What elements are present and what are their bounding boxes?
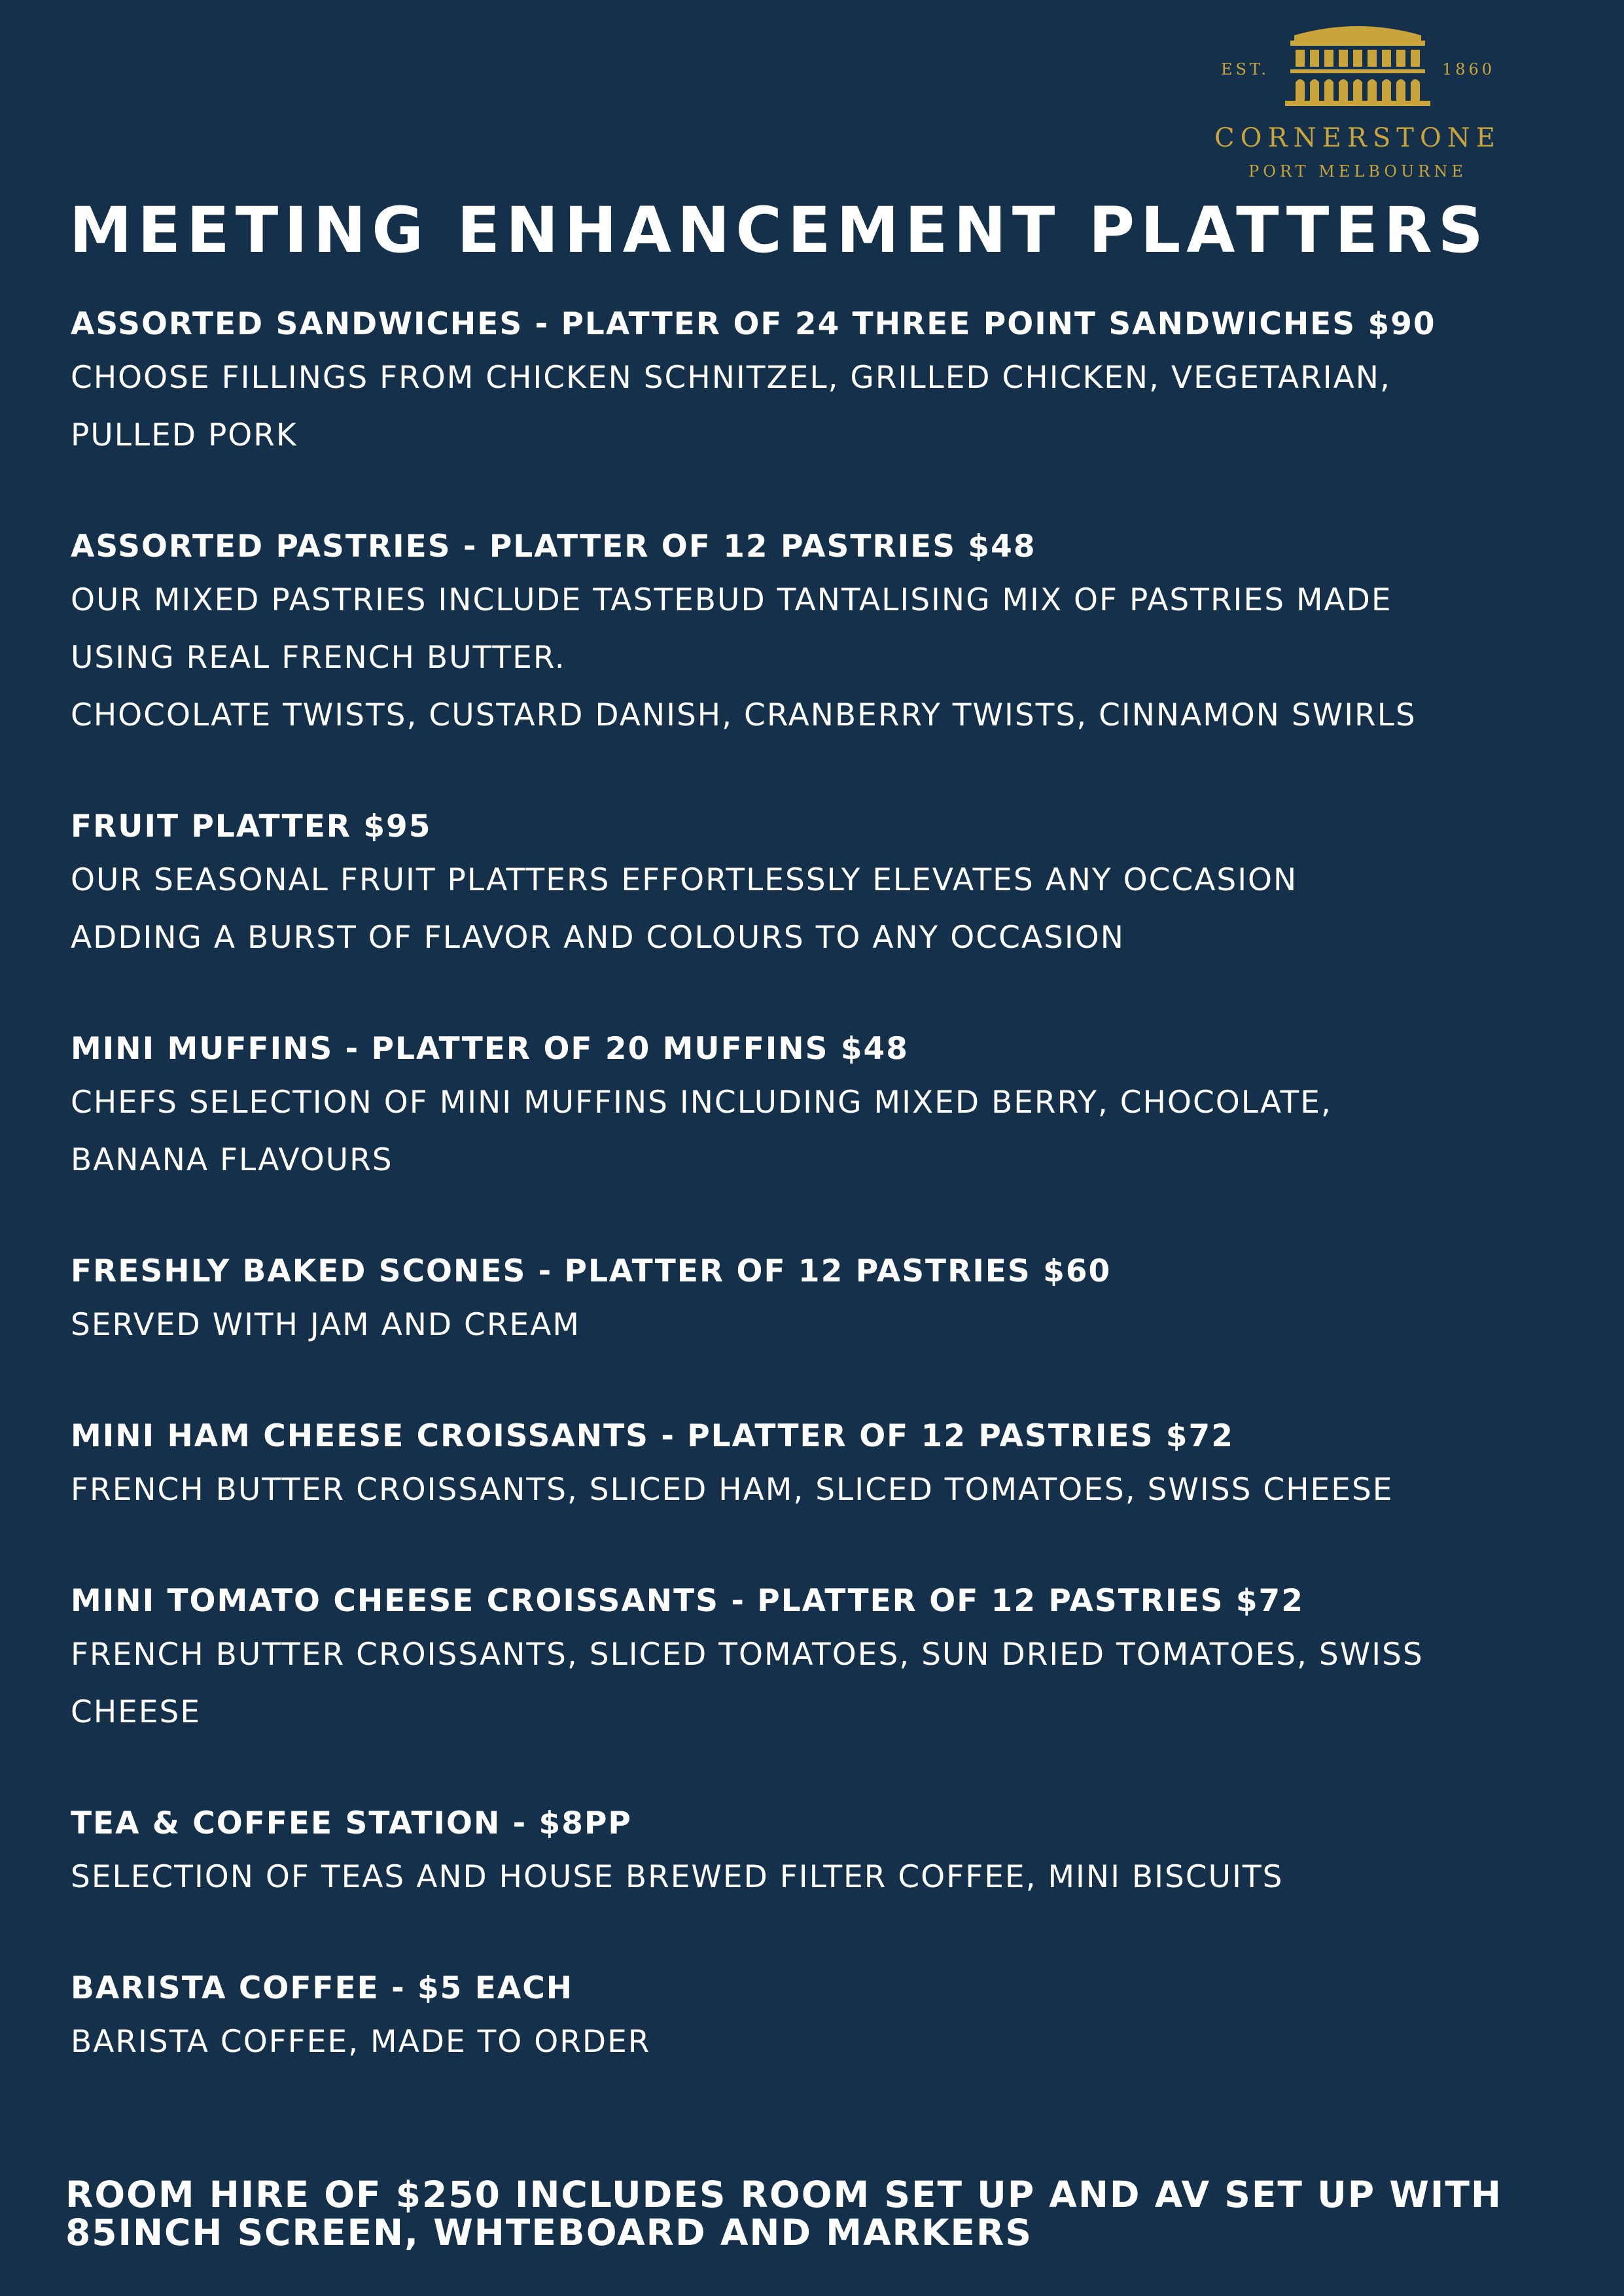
item-title: MINI TOMATO CHEESE CROISSANTS - PLATTER OF 12 PASTRIES $72 xyxy=(71,1583,1304,1619)
item-description: FRENCH BUTTER CROISSANTS, SLICED TOMATOES, SUN DRIED TOMATOES, SWISS CHEESE xyxy=(71,1637,1424,1730)
logo-subtitle: PORT MELBOURNE xyxy=(1248,162,1467,181)
menu-item xyxy=(71,1247,1569,1354)
building-icon xyxy=(1282,16,1433,107)
item-description: SELECTION OF TEAS AND HOUSE BREWED FILTER COFFEE, MINI BISCUITS xyxy=(71,1859,1284,1895)
menu-item xyxy=(71,1799,1569,1906)
menu-item xyxy=(71,802,1569,967)
item-description: FRENCH BUTTER CROISSANTS, SLICED HAM, SLICED TOMATOES, SWISS CHEESE xyxy=(71,1472,1394,1508)
menu-item xyxy=(71,1964,1569,2071)
item-title: MINI HAM CHEESE CROISSANTS - PLATTER OF 12 PASTRIES $72 xyxy=(71,1418,1234,1454)
platter-list xyxy=(71,300,1569,2071)
menu-item xyxy=(71,522,1569,744)
page-title: MEETING ENHANCEMENT PLATTERS xyxy=(69,194,1489,267)
item-title: ASSORTED PASTRIES - PLATTER OF 12 PASTRIES $48 xyxy=(71,529,1036,565)
menu-item xyxy=(71,1412,1569,1519)
item-description: SERVED WITH JAM AND CREAM xyxy=(71,1307,580,1343)
item-title: ASSORTED SANDWICHES - PLATTER OF 24 THREE POINT SANDWICHES $90 xyxy=(71,306,1436,342)
logo-est: EST. xyxy=(1221,60,1270,78)
item-description: OUR MIXED PASTRIES INCLUDE TASTEBUD TANTALISING MIX OF PASTRIES MADE USING REAL FRENCH BUTTER. CHOCOLATE TWISTS, CUSTARD DANISH, CRANBERRY TWISTS, CINNAMON SWIRLS xyxy=(71,582,1417,733)
menu-item xyxy=(71,1024,1569,1189)
room-hire-note: ROOM HIRE OF $250 INCLUDES ROOM SET UP AND AV SET UP WITH 85INCH SCREEN, WHTEBOARD AND MARKERS xyxy=(65,2174,1502,2253)
menu-item xyxy=(71,300,1569,464)
logo-name: CORNERSTONE xyxy=(1214,123,1501,153)
item-title: BARISTA COFFEE - $5 EACH xyxy=(71,1970,574,2006)
item-description: BARISTA COFFEE, MADE TO ORDER xyxy=(71,2024,651,2060)
cornerstone-logo xyxy=(1204,13,1518,183)
item-description: CHOOSE FILLINGS FROM CHICKEN SCHNITZEL, GRILLED CHICKEN, VEGETARIAN, PULLED PORK xyxy=(71,360,1391,453)
menu-item xyxy=(71,1576,1569,1741)
item-title: MINI MUFFINS - PLATTER OF 20 MUFFINS $48 xyxy=(71,1031,909,1067)
logo-year: 1860 xyxy=(1442,60,1496,78)
item-title: FRESHLY BAKED SCONES - PLATTER OF 12 PASTRIES $60 xyxy=(71,1253,1112,1289)
item-title: FRUIT PLATTER $95 xyxy=(71,809,432,844)
item-description: CHEFS SELECTION OF MINI MUFFINS INCLUDING MIXED BERRY, CHOCOLATE, BANANA FLAVOURS xyxy=(71,1085,1332,1178)
item-description: OUR SEASONAL FRUIT PLATTERS EFFORTLESSLY ELEVATES ANY OCCASION ADDING A BURST OF FLAVOR AND COLOURS TO ANY OCCASION xyxy=(71,862,1298,956)
item-title: TEA & COFFEE STATION - $8PP xyxy=(71,1805,632,1841)
